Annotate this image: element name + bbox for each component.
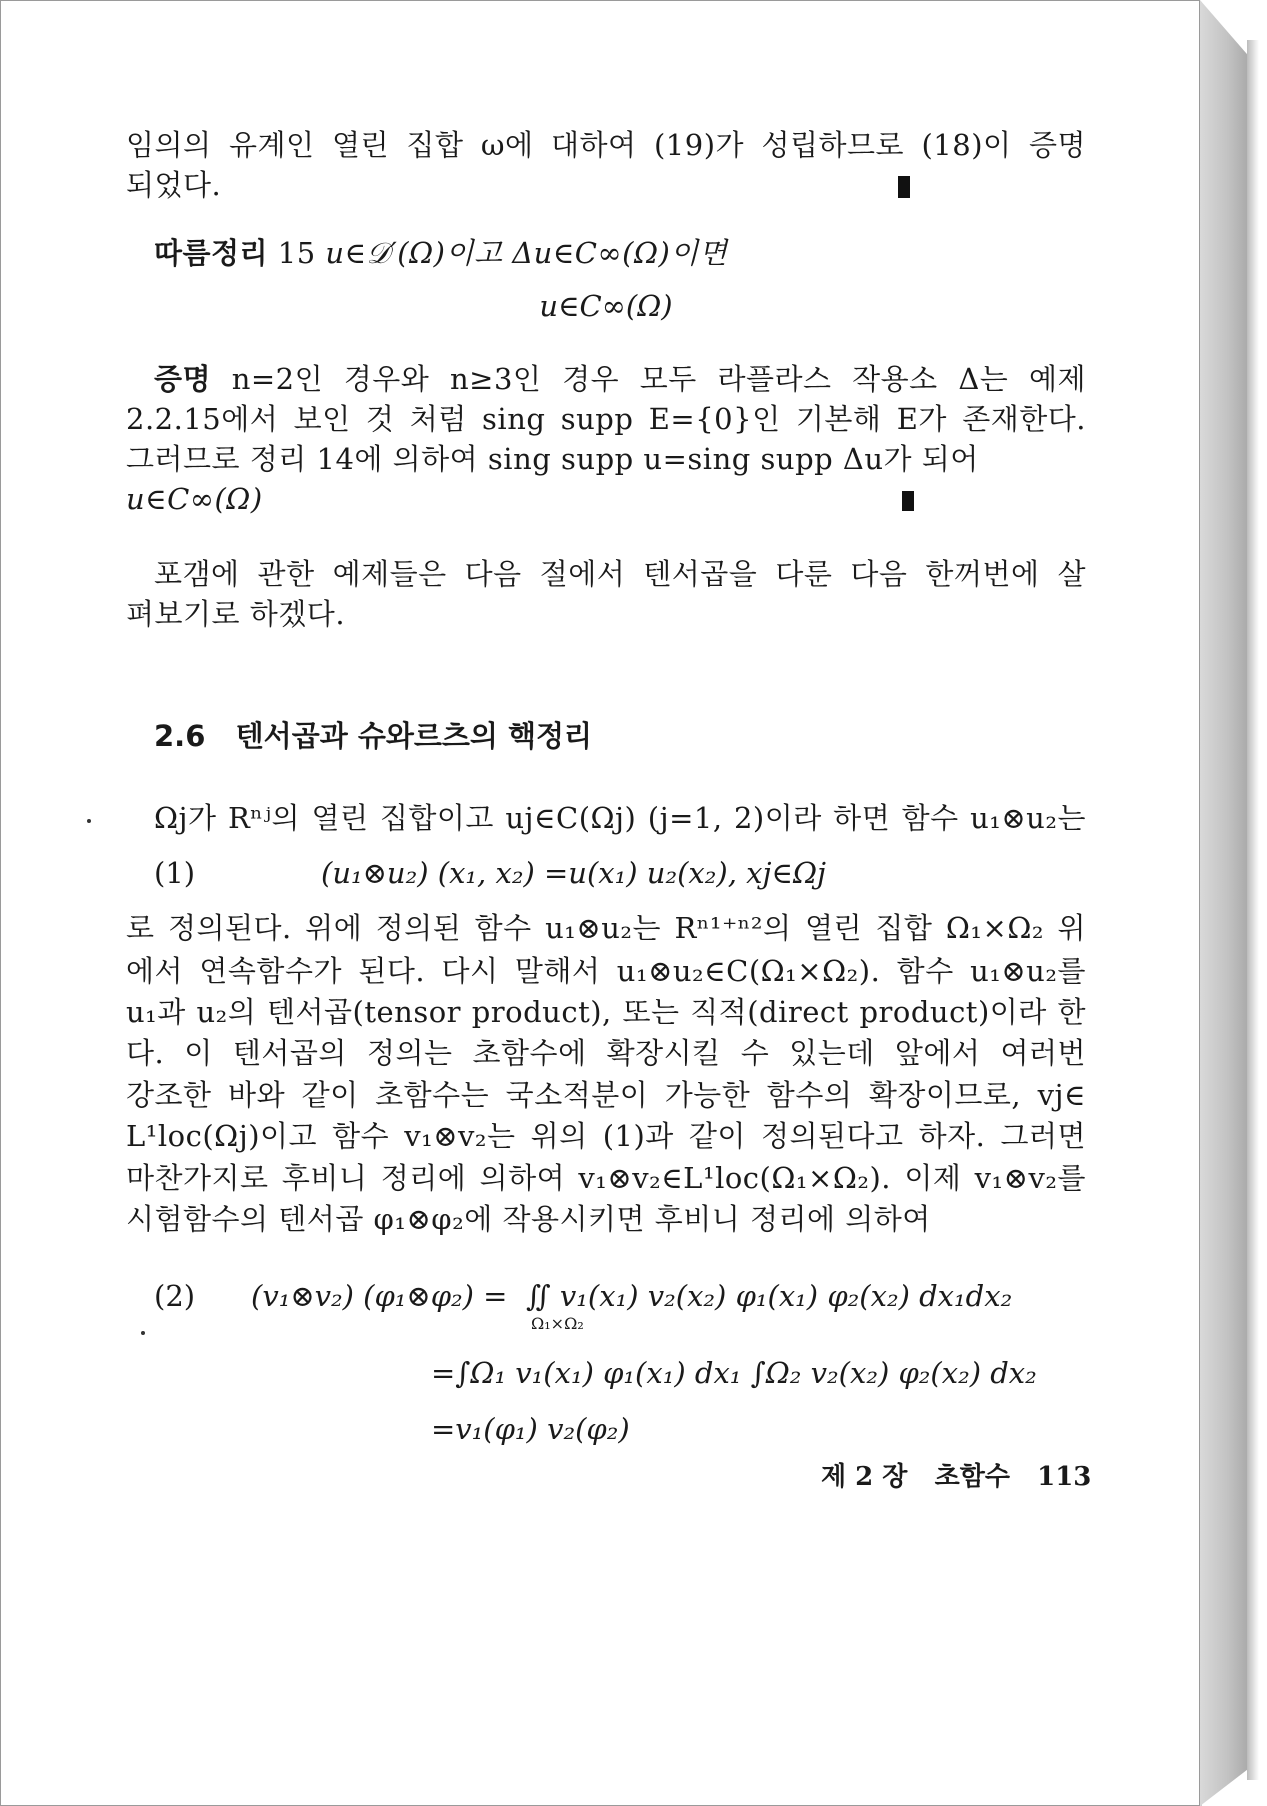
paragraph-line: 다. 이 텐서곱의 정의는 초함수에 확장시킬 수 있는데 앞에서 여러번 [126, 1036, 1086, 1070]
page-number: 113 [1037, 1462, 1092, 1492]
paragraph-line: 로 정의된다. 위에 정의된 함수 u₁⊗u₂는 Rⁿ¹⁺ⁿ²의 열린 집합 Ω₁×Ω₂ 위 [126, 911, 1086, 945]
paragraph-line: 에서 연속함수가 된다. 다시 말해서 u₁⊗u₂∈C(Ω₁×Ω₂). 함수 u₁⊗u₂를 [126, 954, 1086, 988]
proof-text: n=2인 경우와 n≥3인 경우 모두 라플라스 작용소 Δ는 예제 [231, 362, 1086, 396]
section-heading [154, 716, 592, 756]
paragraph-line: 강조한 바와 같이 초함수는 국소적분이 가능한 함수의 확장이므로, vj∈ [126, 1078, 1086, 1112]
equation-1: (u₁⊗u₂) (x₁, x₂) =u(x₁) u₂(x₂), xj∈Ωj [321, 856, 826, 890]
page-footer [821, 1459, 1091, 1495]
paragraph-line: u₁과 u₂의 텐서곱(tensor product), 또는 직적(direct product)이라 한 [126, 995, 1086, 1029]
proof-line: u∈C∞(Ω) [126, 482, 263, 516]
equation-2-rhs1: ∬ v₁(x₁) v₂(x₂) φ₁(x₁) φ₂(x₂) dx₁dx₂ [526, 1279, 1013, 1313]
footer-title: 초함수 [934, 1462, 1010, 1492]
equation-2-rhs3: =v₁(φ₁) v₂(φ₂) [431, 1412, 630, 1446]
equation-number: (2) [154, 1279, 196, 1313]
equation-2-lhs: (v₁⊗v₂) (φ₁⊗φ₂) = [251, 1279, 508, 1313]
corollary-text: u∈𝒟′(Ω)이고 Δu∈C∞(Ω)이면 [325, 236, 728, 270]
equation-2-domain: Ω₁×Ω₂ [531, 1314, 584, 1333]
paragraph-line: 포갬에 관한 예제들은 다음 절에서 텐서곱을 다룬 다음 한꺼번에 살 [154, 557, 1086, 591]
paragraph-line: 되었다. [126, 168, 222, 202]
proof-label: 증명 [154, 362, 212, 396]
section-title: 텐서곱과 슈와르츠의 핵정리 [235, 719, 593, 753]
print-speck [87, 819, 91, 823]
paragraph-line: L¹loc(Ωj)이고 함수 v₁⊗v₂는 위의 (1)과 같이 정의된다고 하자. 그러면 [126, 1119, 1086, 1153]
equation-number: (1) [154, 856, 196, 890]
corollary-number: 15 [277, 236, 316, 270]
paragraph-line: Ωj가 Rⁿʲ의 열린 집합이고 uj∈C(Ωj) (j=1, 2)이라 하면 함수 u₁⊗u₂는 [154, 801, 1086, 835]
corollary-conclusion: u∈C∞(Ω) [539, 289, 673, 323]
footer-chapter: 제 2 장 [821, 1462, 908, 1492]
equation-2-rhs2: =∫Ω₁ v₁(x₁) φ₁(x₁) dx₁ ∫Ω₂ v₂(x₂) φ₂(x₂) dx₂ [431, 1356, 1037, 1390]
proof-line [154, 359, 1086, 399]
paragraph-line: 임의의 유계인 열린 집합 ω에 대하여 (19)가 성립하므로 (18)이 증명 [126, 128, 1086, 162]
paragraph-line: 마찬가지로 후비니 정리에 의하여 v₁⊗v₂∈L¹loc(Ω₁×Ω₂). 이제 v₁⊗v₂를 [126, 1161, 1086, 1195]
qed-mark [898, 176, 910, 198]
qed-mark [902, 491, 914, 511]
book-page-shadow [1247, 40, 1259, 1780]
proof-line: 그러므로 정리 14에 의하여 sing supp u=sing supp Δu가 되어 [126, 442, 979, 476]
print-speck [141, 1331, 145, 1335]
paragraph-line: 시험함수의 텐서곱 φ₁⊗φ₂에 작용시키면 후비니 정리에 의하여 [126, 1202, 931, 1236]
corollary-statement [154, 233, 1114, 273]
section-number: 2.6 [154, 719, 206, 753]
proof-line: 2.2.15에서 보인 것 처럼 sing supp E={0}인 기본해 E가 존재한다. [126, 402, 1086, 436]
paragraph-line: 펴보기로 하겠다. [126, 597, 346, 631]
corollary-label: 따름정리 [154, 236, 269, 270]
book-page-edge [1200, 0, 1247, 1806]
